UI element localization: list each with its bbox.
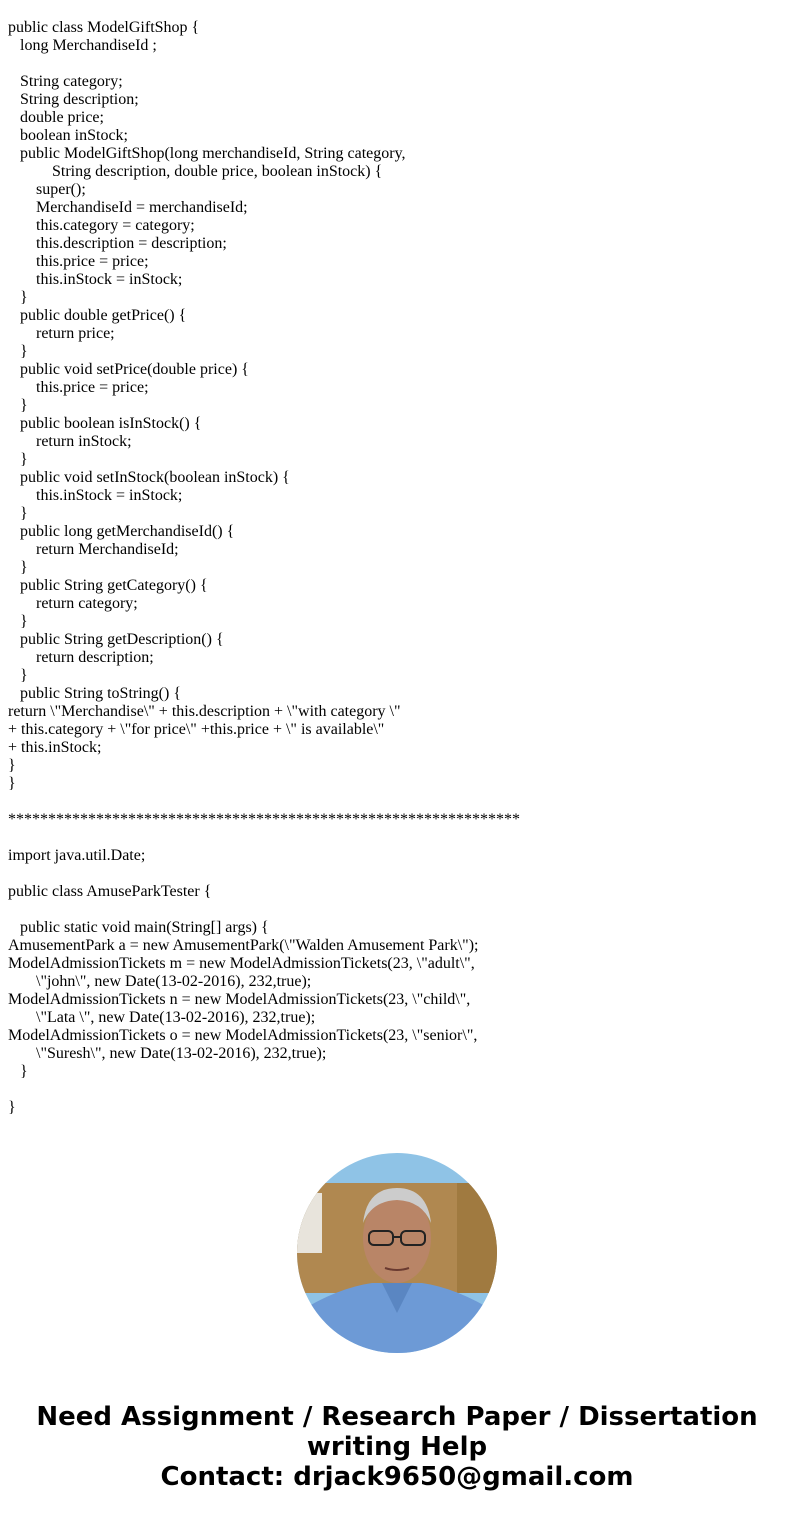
code-line: this.description = description; (8, 235, 227, 252)
banner-line-2: writing Help (306, 1432, 488, 1462)
code-line: public class AmuseParkTester { (8, 883, 212, 900)
code-line: } (8, 505, 28, 522)
code-line: **************************************************************** (8, 811, 520, 828)
contact-email: Contact: drjack9650@gmail.com (160, 1462, 634, 1492)
code-line: this.inStock = inStock; (8, 487, 183, 504)
code-line: ModelAdmissionTickets m = new ModelAdmissionTickets(23, \"adult\", (8, 955, 475, 972)
code-line: } (8, 289, 28, 306)
code-block (8, 19, 520, 1117)
code-line: } (8, 397, 28, 414)
code-line: this.price = price; (8, 253, 149, 270)
code-line: public static void main(String[] args) { (8, 919, 269, 936)
code-line: public boolean isInStock() { (8, 415, 202, 432)
code-line: } (8, 667, 28, 684)
code-line: return inStock; (8, 433, 132, 450)
code-line: \"Lata \", new Date(13-02-2016), 232,true); (8, 1009, 316, 1026)
code-line: + this.inStock; (8, 739, 102, 756)
contact-banner (0, 1402, 794, 1492)
code-line: } (8, 775, 16, 792)
portrait-image (297, 1153, 497, 1353)
code-line: } (8, 1099, 16, 1116)
code-line: return category; (8, 595, 138, 612)
code-line: this.inStock = inStock; (8, 271, 183, 288)
code-line: return MerchandiseId; (8, 541, 179, 558)
banner-line-1: Need Assignment / Research Paper / Dissertation (36, 1402, 758, 1432)
code-line: String category; (8, 73, 123, 90)
code-line (8, 55, 520, 73)
code-line: super(); (8, 181, 86, 198)
code-line: return description; (8, 649, 154, 666)
code-line: public String getDescription() { (8, 631, 224, 648)
code-line: public long getMerchandiseId() { (8, 523, 235, 540)
code-line: long MerchandiseId ; (8, 37, 157, 54)
code-line: import java.util.Date; (8, 847, 146, 864)
code-line: return \"Merchandise\" + this.description + \"with category \" (8, 703, 401, 720)
code-line: ModelAdmissionTickets o = new ModelAdmissionTickets(23, \"senior\", (8, 1027, 478, 1044)
code-line: boolean inStock; (8, 127, 128, 144)
code-line: } (8, 343, 28, 360)
code-line: return price; (8, 325, 115, 342)
code-line: AmusementPark a = new AmusementPark(\"Walden Amusement Park\"); (8, 937, 479, 954)
code-line: public String toString() { (8, 685, 182, 702)
code-line (8, 1081, 520, 1099)
code-line: public void setPrice(double price) { (8, 361, 249, 378)
code-line (8, 901, 520, 919)
code-line: } (8, 1063, 28, 1080)
code-line: } (8, 613, 28, 630)
code-line (8, 829, 520, 847)
code-line: \"john\", new Date(13-02-2016), 232,true); (8, 973, 312, 990)
code-line (8, 793, 520, 811)
code-line: double price; (8, 109, 104, 126)
code-line: \"Suresh\", new Date(13-02-2016), 232,true); (8, 1045, 327, 1062)
code-line: public String getCategory() { (8, 577, 208, 594)
code-line: } (8, 559, 28, 576)
code-line: MerchandiseId = merchandiseId; (8, 199, 248, 216)
code-line (8, 865, 520, 883)
code-line: public ModelGiftShop(long merchandiseId, String category, (8, 145, 406, 162)
code-line: } (8, 451, 28, 468)
code-line: + this.category + \"for price\" +this.price + \" is available\" (8, 721, 385, 738)
code-line: this.price = price; (8, 379, 149, 396)
code-line: public void setInStock(boolean inStock) { (8, 469, 290, 486)
author-photo (297, 1153, 497, 1353)
code-line: this.category = category; (8, 217, 195, 234)
code-line: String description, double price, boolean inStock) { (8, 163, 383, 180)
code-line: ModelAdmissionTickets n = new ModelAdmissionTickets(23, \"child\", (8, 991, 471, 1008)
code-line: public double getPrice() { (8, 307, 187, 324)
code-line: public class ModelGiftShop { (8, 19, 200, 36)
code-line: } (8, 757, 16, 774)
code-line: String description; (8, 91, 139, 108)
